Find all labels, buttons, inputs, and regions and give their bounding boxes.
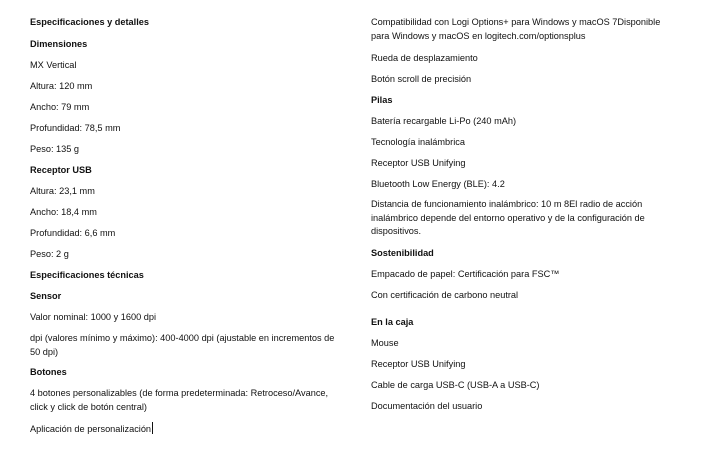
bluetooth-le: Bluetooth Low Energy (BLE): 4.2 <box>371 179 505 189</box>
in-box-heading: En la caja <box>371 317 414 327</box>
compatibility: Compatibilidad con Logi Options+ para Windows y macOS 7Disponible para Windows y macOS en logitech.com/optionsplus <box>371 17 661 41</box>
sensor-heading: Sensor <box>30 291 62 301</box>
text-cursor <box>152 422 153 434</box>
box-mouse: Mouse <box>371 338 399 348</box>
wireless-range: Distancia de funcionamiento inalámbrico: 10 m 8El radio de acción inalámbrico depende del entorno operativo y de la configuración de dispositivos. <box>371 199 645 236</box>
buttons-heading: Botones <box>30 367 67 377</box>
model-name: MX Vertical <box>30 60 77 70</box>
box-cable: Cable de carga USB-C (USB-A a USB-C) <box>371 380 540 390</box>
paper-packaging: Empacado de papel: Certificación para FSC™ <box>371 269 560 279</box>
sustainability-heading: Sostenibilidad <box>371 248 434 258</box>
tech-specs-heading: Especificaciones técnicas <box>30 270 144 280</box>
buttons-description: 4 botones personalizables (de forma predeterminada: Retroceso/Avance, click y click de botón central) <box>30 388 329 412</box>
mouse-width: Ancho: 79 mm <box>30 102 90 112</box>
carbon-neutral: Con certificación de carbono neutral <box>371 290 519 300</box>
document-title: Especificaciones y detalles <box>30 17 149 27</box>
battery-heading: Pilas <box>371 95 393 105</box>
battery: Batería recargable Li-Po (240 mAh) <box>371 116 517 126</box>
wireless-tech: Tecnología inalámbrica <box>371 137 465 147</box>
receiver-depth: Profundidad: 6,6 mm <box>30 228 116 238</box>
receiver-weight: Peso: 2 g <box>30 249 69 259</box>
precision-scroll: Botón scroll de precisión <box>371 74 472 84</box>
box-documentation: Documentación del usuario <box>371 401 483 411</box>
dimensions-heading: Dimensiones <box>30 39 88 49</box>
receiver-heading: Receptor USB <box>30 165 92 175</box>
box-receiver: Receptor USB Unifying <box>371 359 466 369</box>
receiver-width: Ancho: 18,4 mm <box>30 207 97 217</box>
mouse-depth: Profundidad: 78,5 mm <box>30 123 121 133</box>
mouse-weight: Peso: 135 g <box>30 144 80 154</box>
mouse-height: Altura: 120 mm <box>30 81 93 91</box>
scroll-wheel: Rueda de desplazamiento <box>371 53 478 63</box>
unifying-receiver: Receptor USB Unifying <box>371 158 466 168</box>
dpi-range: dpi (valores mínimo y máximo): 400-4000 dpi (ajustable en incrementos de 50 dpi) <box>30 333 335 357</box>
custom-app-line[interactable] <box>30 422 153 437</box>
receiver-height: Altura: 23,1 mm <box>30 186 95 196</box>
nominal-value: Valor nominal: 1000 y 1600 dpi <box>30 312 156 322</box>
custom-app-text: Aplicación de personalización <box>30 424 152 434</box>
